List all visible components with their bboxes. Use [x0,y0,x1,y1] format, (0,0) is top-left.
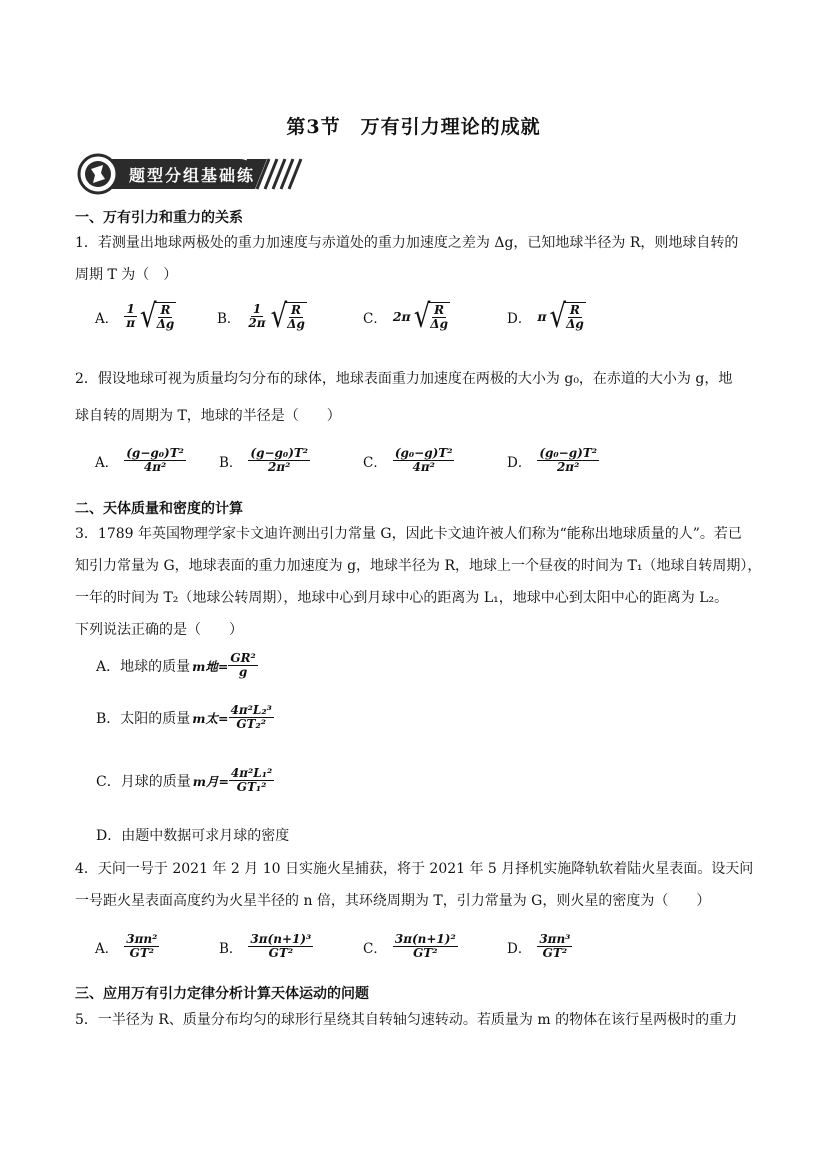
q4-option-d[interactable]: D． $\frac{\text{3πn³}}{\text{GT²}}$ [507,932,571,960]
q3-line4: 下列说法正确的是（ ） [75,622,243,638]
q1-option-a[interactable]: A． $\frac{1}{\pi}$ √ $\frac{R}{\Delta g}$ [95,297,175,336]
q1-line1: 1．若测量出地球两极处的重力加速度与赤道处的重力加速度之差为 Δg，已知地球半径为 R，则地球自转的 [75,235,739,251]
q1-option-d[interactable]: D． π √ $\frac{R}{\Delta g}$ [507,297,584,336]
q1-option-b[interactable]: B． $\frac{1}{2\pi}$ √ $\frac{R}{\Delta g}$ [217,297,305,336]
q5-line1: 5．一半径为 R、质量分布均匀的球形行星绕其自转轴匀速转动。若质量为 m 的物体在该行星两极时的重力 [75,1012,738,1028]
q3-option-a[interactable]: A．地球的质量 m地= $\frac{\text{GR²}}{g}$ [96,651,256,679]
section-heading-1: 一、万有引力和重力的关系 [75,210,243,226]
q3-line2: 知引力常量为 G，地球表面的重力加速度为 g，地球半径为 R，地球上一个昼夜的时间为 T₁（地球自转周期）， [75,558,762,574]
q2-options [95,447,715,487]
q4-line1: 4．天问一号于 2021 年 2 月 10 日实施火星捕获，将于 2021 年 5 月择机实施降轨软着陆火星表面。设天问 [75,861,754,877]
q1-option-c[interactable]: C． 2π √ $\frac{R}{\Delta g}$ [363,297,448,336]
section-heading-3: 三、应用万有引力定律分析计算天体运动的问题 [75,986,369,1002]
q1-options [95,297,715,352]
q2-line1: 2．假设地球可视为质量均匀分布的球体，地球表面重力加速度在两极的大小为 g₀，在赤道的大小为 g，地 [75,371,733,387]
q3-option-c[interactable]: C．月球的质量 m月= $\frac{\text{4π²L₁²}}{\text{GT₁²}}$ [96,766,273,794]
banner-text: 题型分组基础练 [129,166,256,185]
q2-line2: 球自转的周期为 T，地球的半径是（ ） [75,408,341,424]
q3-option-b[interactable]: B．太阳的质量 m太= $\frac{\text{4π²L₂³}}{\text{GT₂²}}$ [96,703,272,731]
q2-option-b[interactable]: B． $\frac{\text{(g−g₀)T²}}{\text{2π²}}$ [219,446,309,474]
q3-line1: 3．1789 年英国物理学家卡文迪许测出引力常量 G，因此卡文迪许被人们称为“能称出地球质量的人”。若已 [75,526,742,542]
q4-option-b[interactable]: B． $\frac{\text{3π(n+1)³}}{\text{GT²}}$ [219,932,312,960]
q2-option-a[interactable]: A． $\frac{\text{(g−g₀)T²}}{\text{4π²}}$ [95,446,184,474]
q4-option-a[interactable]: A． $\frac{\text{3πn²}}{\text{GT²}}$ [95,932,158,960]
q1-line2: 周期 T 为（ ） [75,267,178,283]
q2-option-d[interactable]: D． $\frac{\text{(g₀−g)T²}}{\text{2π²}}$ [507,446,597,474]
q4-option-c[interactable]: C． $\frac{\text{3π(n+1)²}}{\text{GT²}}$ [363,932,456,960]
page-title: 第3节 万有引力理论的成就 [286,116,541,138]
q3-option-d[interactable]: D．由题中数据可求月球的密度 [96,828,290,844]
section-banner [77,153,307,195]
q2-option-c[interactable]: C． $\frac{\text{(g₀−g)T²}}{\text{4π²}}$ [363,446,453,474]
q4-line2: 一号距火星表面高度约为火星半径的 n 倍，其环绕周期为 T，引力常量为 G，则火星的密度为（ ） [75,893,711,909]
q3-line3: 一年的时间为 T₂（地球公转周期），地球中心到月球中心的距离为 L₁，地球中心到太阳中心的距离为 L₂。 [75,590,729,606]
section-heading-2: 二、天体质量和密度的计算 [75,501,243,517]
q4-options [95,933,715,973]
